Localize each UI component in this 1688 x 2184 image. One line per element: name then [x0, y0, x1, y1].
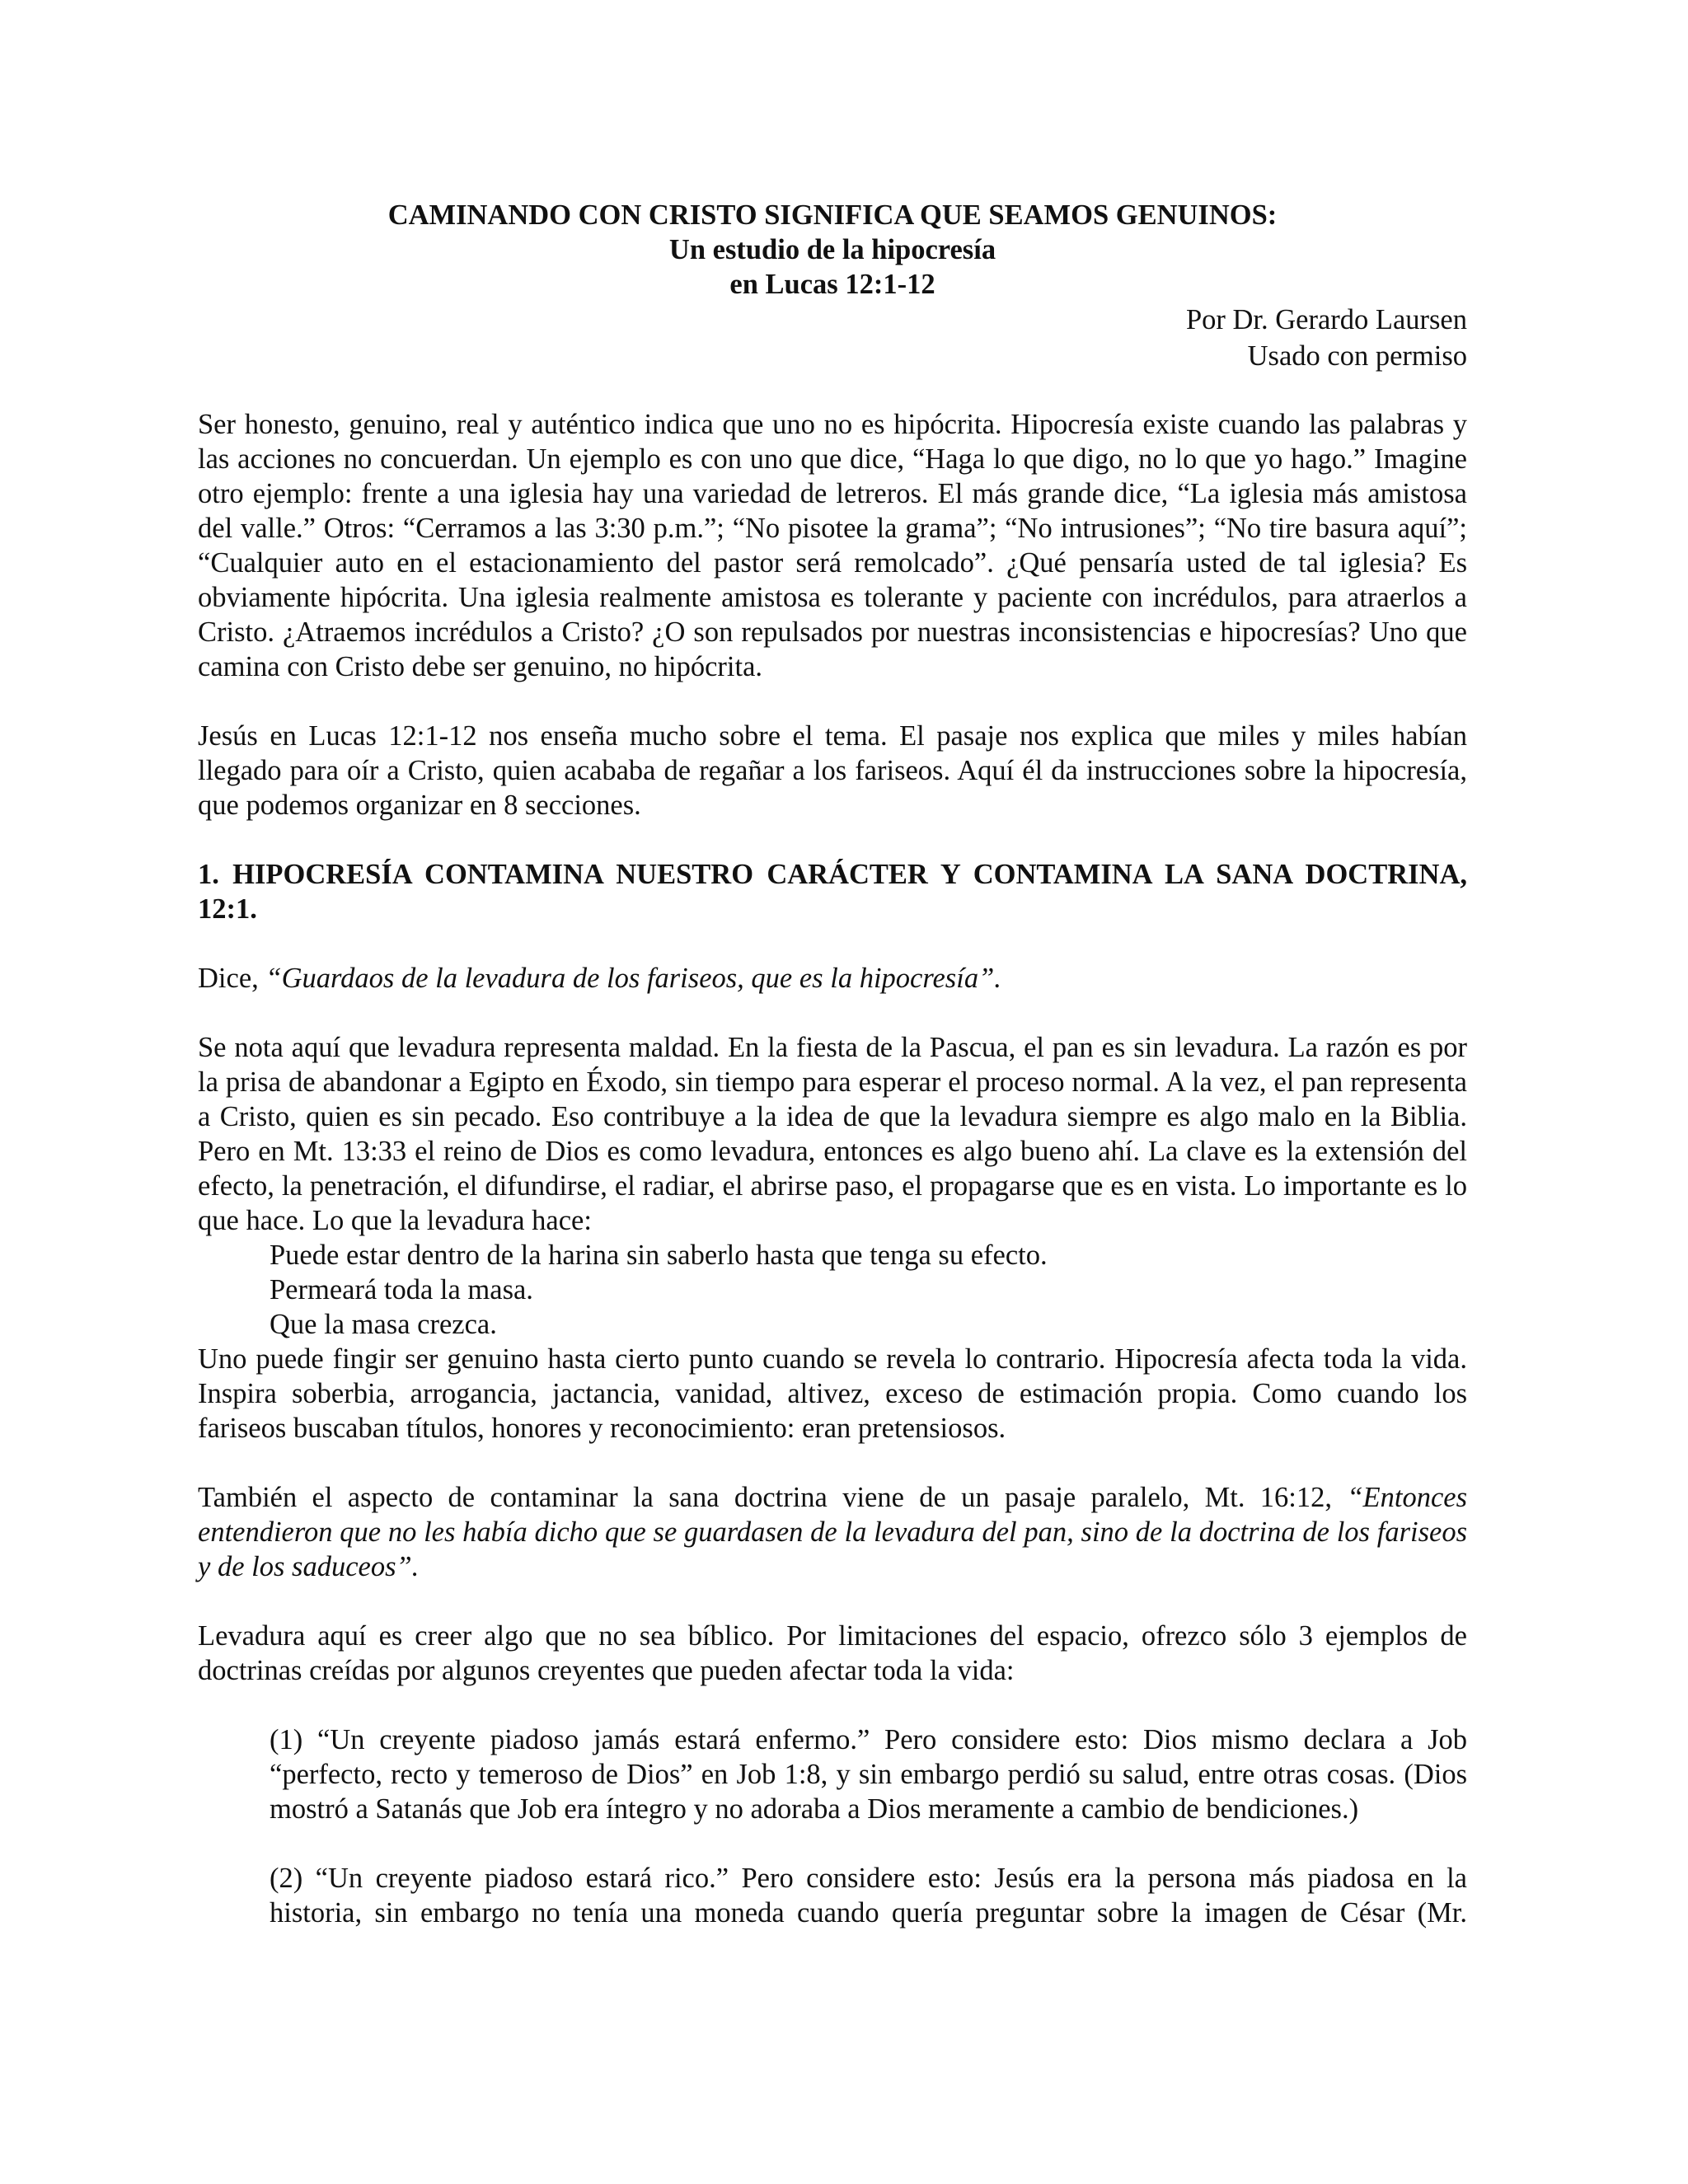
tambien-quote: “Entonces entendieron que no les había dicho que se guardasen de la levadura del pan, sino de la doctrina de los fariseos y de los saduceos”. — [198, 1482, 1467, 1582]
example-1: (1) “Un creyente piadoso jamás estará enfermo.” Pero considere esto: Dios mismo declara a Job “perfecto, recto y temeroso de Dios” en Job 1:8, y sin embargo perdió su salud, entre otras cosas. (Dios mostró a Satanás que Job era íntegro y no adoraba a Dios meramente a cambio de bendiciones.) — [270, 1724, 1467, 1825]
quote-prefix: Dice, — [198, 963, 266, 994]
author-line: Por Dr. Gerardo Laursen — [1185, 304, 1467, 335]
levadura-2-paragraph: Levadura aquí es creer algo que no sea bíblico. Por limitaciones del espacio, ofrezco sólo 3 ejemplos de doctrinas creídas por algunos creyentes que pueden afectar toda la vida: — [198, 1620, 1467, 1686]
permission-line: Usado con permiso — [1247, 340, 1467, 372]
list-item: Que la masa crezca. — [270, 1309, 497, 1340]
fingir-paragraph: Uno puede fingir ser genuino hasta cierto punto cuando se revela lo contrario. Hipocresía afecta toda la vida. Inspira soberbia, arrogancia, jactancia, vanidad, altivez, exceso de estimación propia. Como cuando los fariseos buscaban títulos, honores y reconocimiento: eran pretensiosos. — [198, 1343, 1467, 1444]
jesus-paragraph: Jesús en Lucas 12:1-12 nos enseña mucho sobre el tema. El pasaje nos explica que miles y miles habían llegado para oír a Cristo, quien acababa de regañar a los fariseos. Aquí él da instrucciones sobre la hipocresía, que podemos organizar en 8 secciones. — [198, 720, 1467, 821]
byline — [198, 302, 1467, 374]
example-2: (2) “Un creyente piadoso estará rico.” Pero considere esto: Jesús era la persona más piadosa en la historia, sin embargo no tenía una moneda cuando quería preguntar sobre la imagen de César (Mr. — [270, 1863, 1467, 1929]
levadura-list — [198, 1238, 1467, 1342]
quote-paragraph — [198, 961, 1467, 996]
document-page — [198, 198, 1467, 1930]
list-item: Permeará toda la masa. — [270, 1274, 533, 1305]
tambien-prefix: También el aspecto de contaminar la sana doctrina viene de un pasaje paralelo, Mt. 16:12, — [198, 1482, 1348, 1513]
section-1-heading: 1. HIPOCRESÍA CONTAMINA NUESTRO CARÁCTER Y CONTAMINA LA SANA DOCTRINA, 12:1. — [198, 859, 1467, 925]
quote-text: “Guardaos de la levadura de los fariseos, que es la hipocresía”. — [265, 963, 1001, 994]
tambien-paragraph — [198, 1480, 1467, 1584]
levadura-paragraph: Se nota aquí que levadura representa maldad. En la fiesta de la Pascua, el pan es sin levadura. La razón es por la prisa de abandonar a Egipto en Éxodo, sin tiempo para esperar el proceso normal. A la vez, el pan representa a Cristo, quien es sin pecado. Eso contribuye a la idea de que la levadura siempre es algo malo en la Biblia. Pero en Mt. 13:33 el reino de Dios es como levadura, entonces es algo bueno ahí. La clave es la extensión del efecto, la penetración, el difundirse, el radiar, el abrirse paso, el propagarse que es en vista. Lo importante es lo que hace. Lo que la levadura hace: — [198, 1032, 1467, 1236]
list-item: Puede estar dentro de la harina sin saberlo hasta que tenga su efecto. — [270, 1240, 1048, 1271]
intro-paragraph: Ser honesto, genuino, real y auténtico indica que uno no es hipócrita. Hipocresía existe cuando las palabras y las acciones no concuerdan. Un ejemplo es con uno que dice, “Haga lo que digo, no lo que yo hago.” Imagine otro ejemplo: frente a una iglesia hay una variedad de letreros. El más grande dice, “La iglesia más amistosa del valle.” Otros: “Cerramos a las 3:30 p.m.”; “No pisotee la grama”; “No intrusiones”; “No tire basura aquí”; “Cualquier auto en el estacionamiento del pastor será remolcado”. ¿Qué pensaría usted de tal iglesia? Es obviamente hipócrita. Una iglesia realmente amistosa es tolerante y paciente con incrédulos, para atraerlos a Cristo. ¿Atraemos incrédulos a Cristo? ¿O son repulsados por nuestras inconsistencias e hipocresías? Uno que camina con Cristo debe ser genuino, no hipócrita. — [198, 409, 1467, 682]
title-line-1: CAMINANDO CON CRISTO SIGNIFICA QUE SEAMOS GENUINOS: — [387, 199, 1278, 231]
document-title — [198, 198, 1467, 302]
title-line-2: Un estudio de la hipocresía — [668, 234, 996, 265]
title-line-3: en Lucas 12:1-12 — [729, 269, 935, 300]
